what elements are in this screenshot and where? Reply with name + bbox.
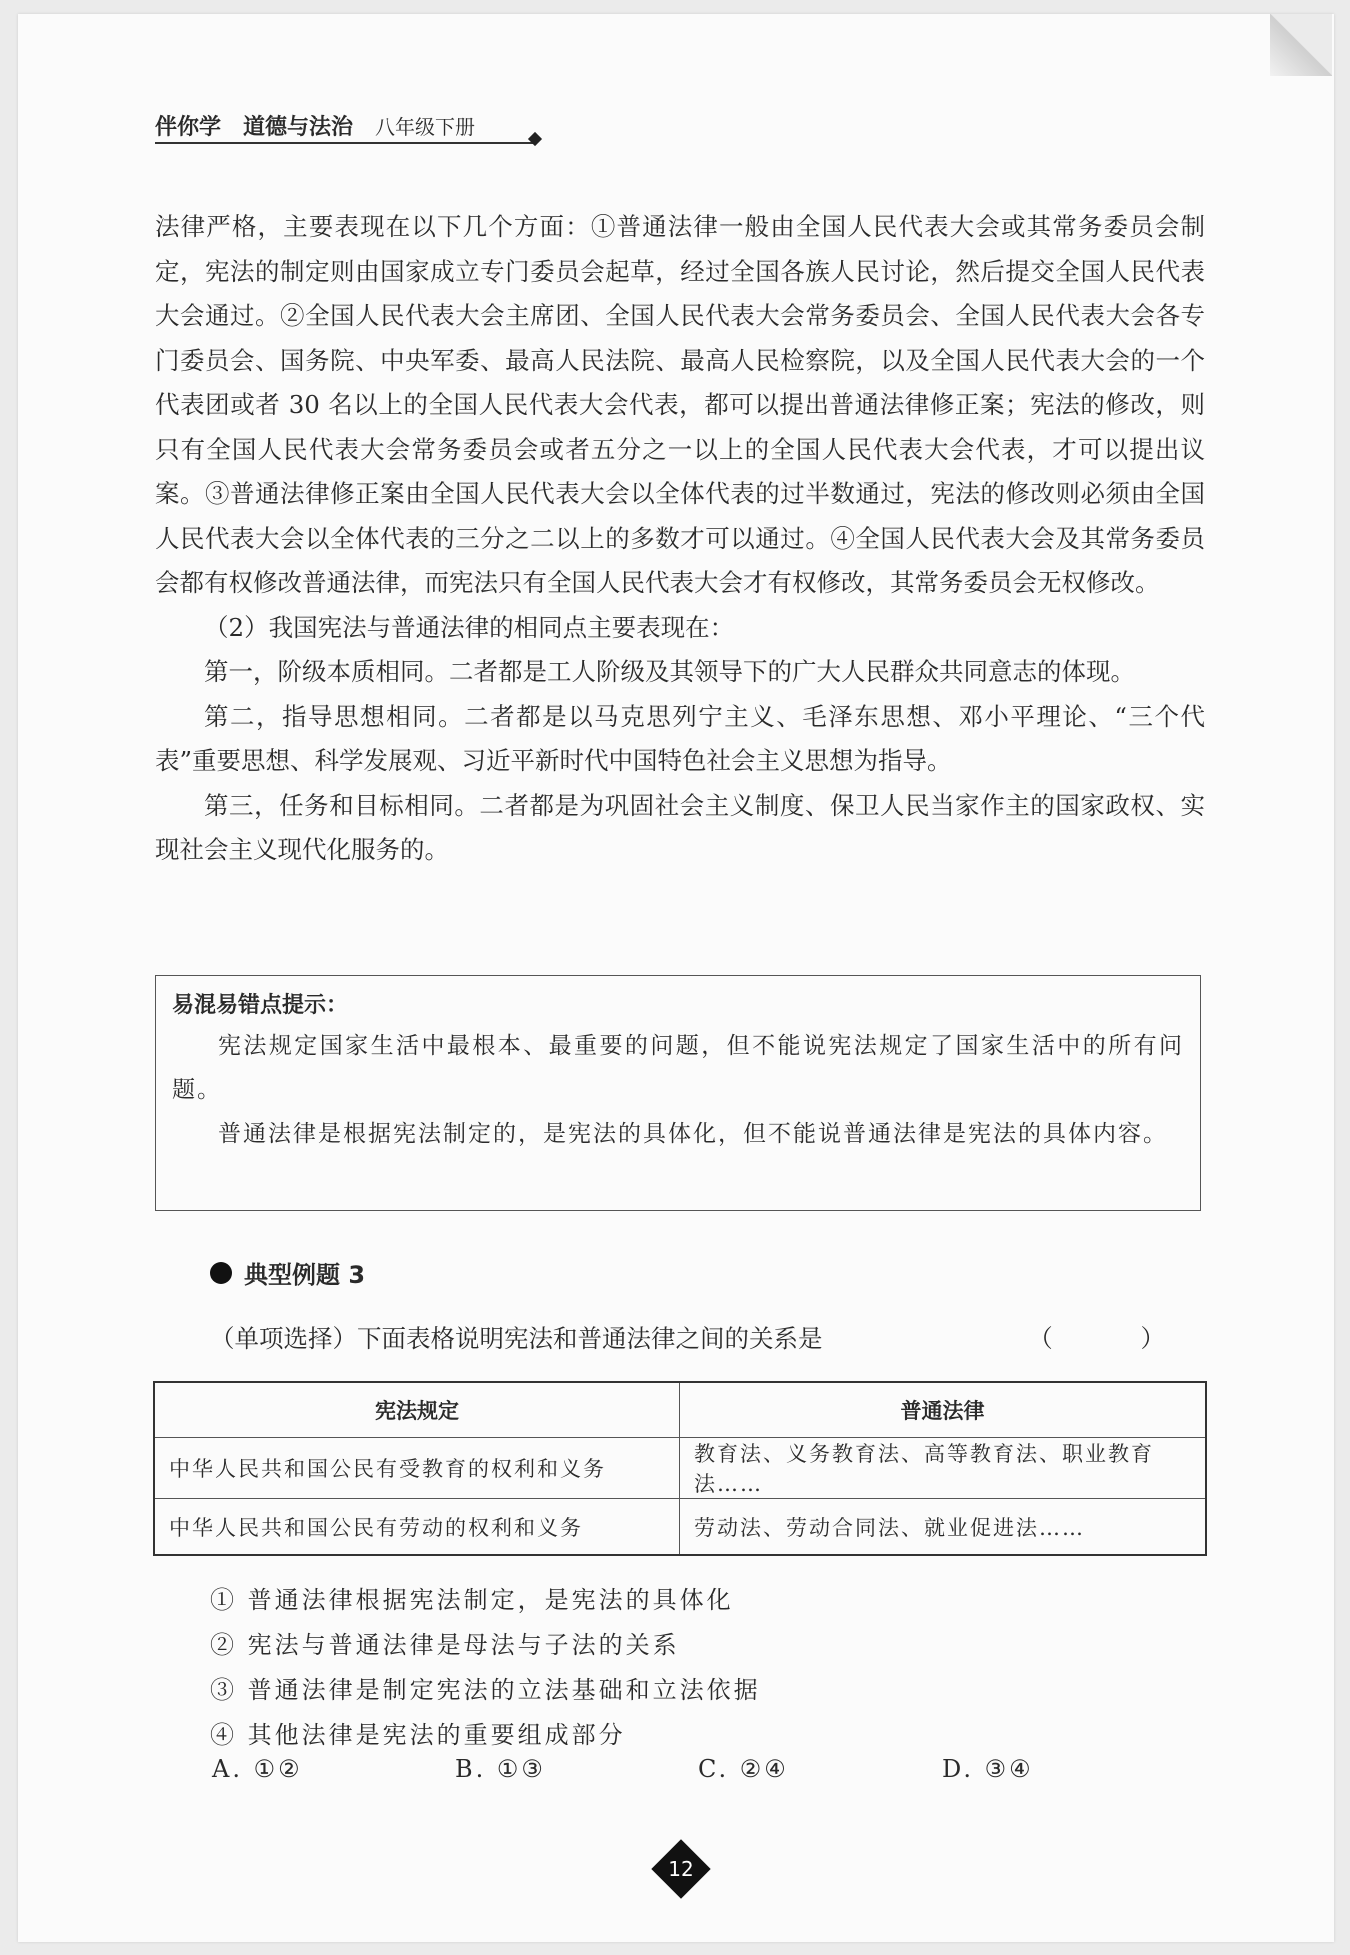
running-header: [155, 110, 475, 141]
paragraph-differences: 法律严格，主要表现在以下几个方面：①普通法律一般由全国人民代表大会或其常务委员会制定，宪法的制定则由国家成立专门委员会起草，经过全国各族人民讨论，然后提交全国人民代表大会通过。②全国人民代表大会主席团、全国人民代表大会常务委员会、全国人民代表大会各专门委员会、国务院、中央军委、最高人民法院、最高人民检察院，以及全国人民代表大会的一个代表团或者 30 名以上的全国人民代表大会代表，都可以提出普通法律修正案；宪法的修改，则只有全国人民代表大会常务委员会或者五分之一以上的全国人民代表大会代表，才可以提出议案。③普通法律修正案由全国人民代表大会以全体代表的过半数通过，宪法的修改则必须由全国人民代表大会以全体代表的三分之二以上的多数才可以通过。④全国人民代表大会及其常务委员会都有权修改普通法律，而宪法只有全国人民代表大会才有权修改，其常务委员会无权修改。: [155, 212, 1205, 597]
table-cell: 中华人民共和国公民有劳动的权利和义务: [154, 1499, 680, 1556]
page-number: 12: [668, 1857, 694, 1881]
example-heading: [210, 1255, 365, 1290]
series-title: 伴你学: [155, 115, 222, 140]
table-header-row: [154, 1382, 1206, 1438]
subject-title: 道德与法治: [243, 115, 354, 140]
table-cell: 中华人民共和国公民有受教育的权利和义务: [154, 1438, 680, 1499]
table-cell: 教育法、义务教育法、高等教育法、职业教育法……: [680, 1438, 1207, 1499]
table-row: [154, 1438, 1206, 1499]
page-corner-fold: [1270, 14, 1332, 76]
grade-title: 八年级下册: [375, 115, 476, 139]
choice-a[interactable]: A. ①②: [212, 1755, 303, 1783]
bullet-icon: [210, 1262, 232, 1284]
choice-b[interactable]: B. ①③: [455, 1755, 546, 1783]
tip-line-2: 普通法律是根据宪法制定的，是宪法的具体化，但不能说普通法律是宪法的具体内容。: [218, 1121, 1168, 1147]
paragraph-similarity-3: 第三，任务和目标相同。二者都是为巩固社会主义制度、保卫人民当家作主的国家政权、实现社会主义现代化服务的。: [155, 790, 1205, 864]
table-header: 普通法律: [680, 1382, 1207, 1438]
statement-option: ② 宪法与普通法律是母法与子法的关系: [210, 1631, 680, 1659]
tip-title: 易混易错点提示：: [172, 993, 349, 1018]
statement-option: ③ 普通法律是制定宪法的立法基础和立法依据: [210, 1676, 761, 1704]
table-header: 宪法规定: [154, 1382, 680, 1438]
question-text: （单项选择）下面表格说明宪法和普通法律之间的关系是: [210, 1324, 823, 1353]
header-rule: [155, 142, 533, 144]
statement-option: ① 普通法律根据宪法制定，是宪法的具体化: [210, 1586, 734, 1614]
table-row: [154, 1499, 1206, 1556]
paragraph-similarities-intro: （2）我国宪法与普通法律的相同点主要表现在：: [204, 612, 735, 642]
paragraph-similarity-2: 第二，指导思想相同。二者都是以马克思列宁主义、毛泽东思想、邓小平理论、“三个代表”重要思想、科学发展观、习近平新时代中国特色社会主义思想为指导。: [155, 701, 1205, 775]
tip-line-1: 宪法规定国家生活中最根本、最重要的问题，但不能说宪法规定了国家生活中的所有问题。: [172, 1033, 1184, 1103]
answer-blank[interactable]: （ ）: [1028, 1324, 1205, 1353]
body-text: [155, 205, 1205, 873]
statement-options: [210, 1578, 761, 1758]
tip-box: [155, 975, 1201, 1211]
question: [210, 1320, 1205, 1355]
example-title: 典型例题 3: [244, 1261, 366, 1289]
choice-d[interactable]: D. ③④: [942, 1755, 1034, 1783]
choice-c[interactable]: C. ②④: [698, 1755, 789, 1783]
statement-option: ④ 其他法律是宪法的重要组成部分: [210, 1721, 626, 1749]
table-cell: 劳动法、劳动合同法、就业促进法……: [680, 1499, 1207, 1556]
paragraph-similarity-1: 第一，阶级本质相同。二者都是工人阶级及其领导下的广大人民群众共同意志的体现。: [204, 657, 1135, 686]
comparison-table: [153, 1381, 1207, 1556]
